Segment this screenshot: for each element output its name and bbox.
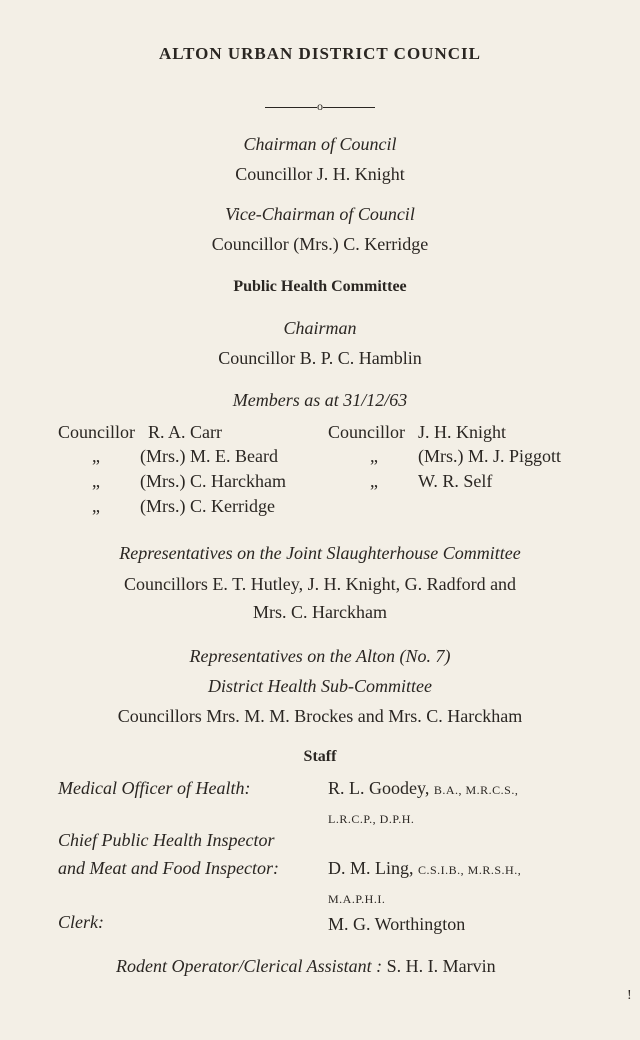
member-name: (Mrs.) C. Kerridge — [140, 496, 275, 516]
committee-heading: Public Health Committee — [233, 278, 407, 295]
health-sub-heading-line1: Representatives on the Alton (No. 7) — [189, 646, 451, 666]
clerk-name: M. G. Worthington — [328, 914, 466, 934]
member-prefix: Councillor — [58, 422, 135, 442]
council-title: ALTON URBAN DISTRICT COUNCIL — [159, 44, 481, 63]
moh-name — [328, 778, 518, 799]
member-prefix: Councillor — [328, 422, 405, 442]
member-prefix: „ — [92, 446, 100, 466]
moh-label: Medical Officer of Health: — [58, 778, 251, 798]
cphi-name-text: D. M. Ling, — [328, 858, 414, 878]
chairman-heading: Chairman of Council — [243, 134, 397, 154]
member-name: (Mrs.) M. E. Beard — [140, 446, 278, 466]
moh-qualifications: B.A., M.R.C.S., — [433, 783, 519, 797]
staff-heading: Staff — [303, 748, 337, 765]
moh-qualifications-line2: L.R.C.P., D.P.H. — [328, 812, 415, 826]
member-name: (Mrs.) C. Harckham — [140, 471, 286, 491]
rodent-name: S. H. I. Marvin — [386, 956, 496, 976]
slaughterhouse-members-line1: Councillors E. T. Hutley, J. H. Knight, G. Radford and — [123, 574, 517, 594]
health-sub-heading-line2: District Health Sub-Committee — [208, 676, 432, 696]
moh-name-text: R. L. Goodey, — [328, 778, 430, 798]
rodent-row — [116, 956, 496, 977]
member-prefix: „ — [370, 446, 378, 466]
cphi-label-line1: Chief Public Health Inspector — [58, 830, 275, 850]
member-name: J. H. Knight — [418, 422, 507, 442]
member-name: (Mrs.) M. J. Piggott — [418, 446, 562, 466]
health-sub-members: Councillors Mrs. M. M. Brockes and Mrs. C. Harckham — [117, 706, 523, 726]
members-heading: Members as at 31/12/63 — [232, 390, 408, 410]
member-name: W. R. Self — [418, 471, 493, 491]
rodent-label: Rodent Operator/Clerical Assistant : — [116, 956, 383, 976]
chairman-name: Councillor J. H. Knight — [235, 164, 405, 184]
member-name: R. A. Carr — [148, 422, 222, 442]
committee-chairman-heading: Chairman — [283, 318, 357, 338]
cphi-qualifications-line2: M.A.P.H.I. — [328, 892, 386, 906]
member-prefix: „ — [92, 471, 100, 491]
ornament-divider — [0, 100, 640, 112]
vice-chairman-name: Councillor (Mrs.) C. Kerridge — [211, 234, 429, 254]
slaughterhouse-members-line2: Mrs. C. Harckham — [253, 602, 387, 622]
member-prefix: „ — [92, 496, 100, 516]
page-mark: ! — [627, 988, 632, 1003]
member-prefix: „ — [370, 471, 378, 491]
cphi-qualifications: C.S.I.B., M.R.S.H., — [418, 863, 522, 877]
divider-line-right — [323, 107, 375, 108]
divider-line-left — [265, 107, 317, 108]
committee-chairman-name: Councillor B. P. C. Hamblin — [218, 348, 422, 368]
cphi-label-line2: and Meat and Food Inspector: — [58, 858, 279, 878]
slaughterhouse-heading: Representatives on the Joint Slaughterhouse Committee — [119, 543, 521, 563]
clerk-label: Clerk: — [58, 912, 104, 932]
divider-ornament: o — [317, 99, 323, 113]
vice-chairman-heading: Vice-Chairman of Council — [225, 204, 415, 224]
cphi-name — [328, 858, 521, 879]
